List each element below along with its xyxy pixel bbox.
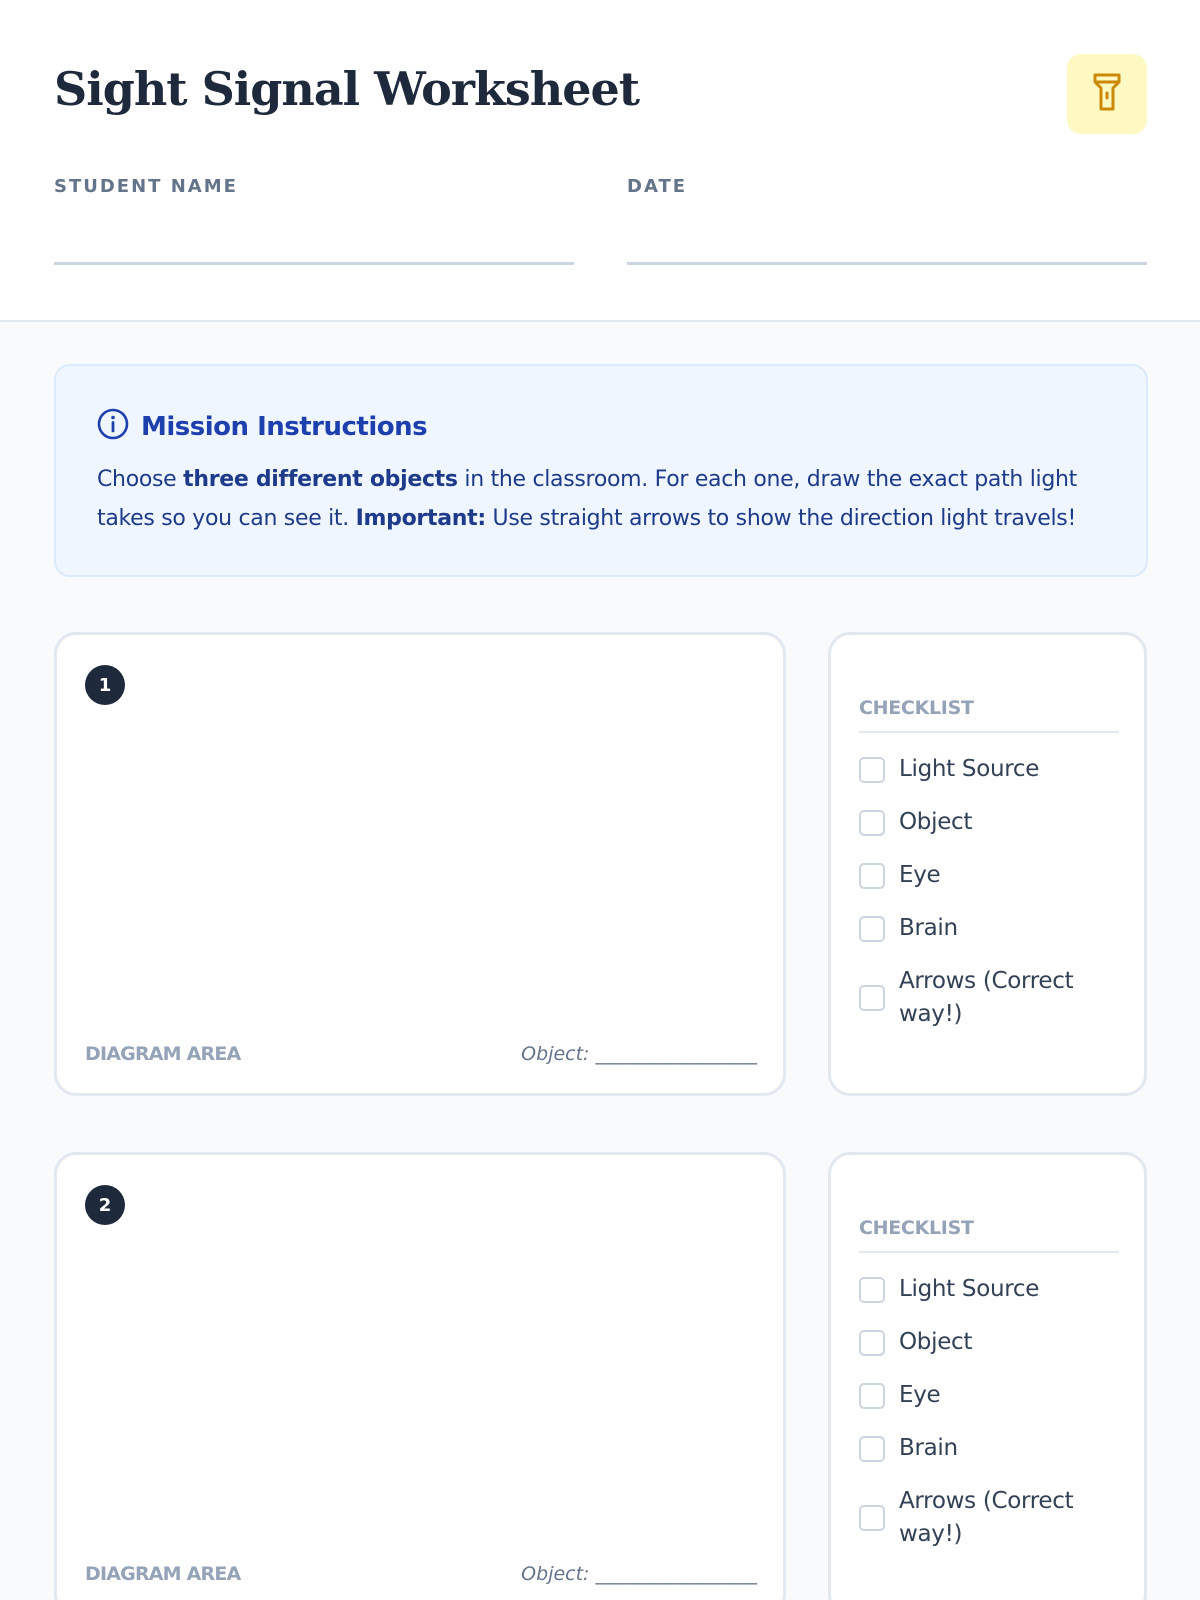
page-title: Sight Signal Worksheet <box>54 62 639 116</box>
checkbox[interactable] <box>859 757 885 783</box>
checkbox[interactable] <box>859 1505 885 1531</box>
checkbox[interactable] <box>859 1330 885 1356</box>
instructions-text: Choose three different objects in the classroom. For each one, draw the exact path light takes so you can see it. Important: Use straight arrows to show the direction light travels! <box>97 467 1078 531</box>
checklist-item-label: Brain <box>899 915 958 941</box>
student-name-field[interactable] <box>54 262 574 265</box>
checklist-item[interactable] <box>859 753 1119 786</box>
checklist-item-label: Light Source <box>899 1276 1040 1302</box>
worksheet-header <box>0 0 1200 322</box>
section-number-badge: 1 <box>85 665 125 705</box>
checklist-title: CHECKLIST <box>859 1217 974 1239</box>
checklist-item[interactable] <box>859 859 1119 892</box>
instructions-title: Mission Instructions <box>141 411 428 442</box>
checklist <box>859 1273 1119 1571</box>
checklist-item-label: Eye <box>899 862 941 888</box>
checklist-divider <box>859 731 1119 733</box>
checklist-item[interactable] <box>859 1379 1119 1412</box>
checklist-title: CHECKLIST <box>859 697 974 719</box>
checklist-divider <box>859 1251 1119 1253</box>
checklist-item[interactable] <box>859 1485 1119 1551</box>
checklist-item-label: Light Source <box>899 756 1040 782</box>
checklist-item-label: Object <box>899 1329 973 1355</box>
student-name-label: STUDENT NAME <box>54 176 238 197</box>
checklist-item-label: Brain <box>899 1435 958 1461</box>
checkbox[interactable] <box>859 1436 885 1462</box>
checklist-item-label: Arrows (Correct way!) <box>899 1488 1074 1547</box>
checkbox[interactable] <box>859 810 885 836</box>
flashlight-icon <box>1092 73 1122 116</box>
checklist <box>859 753 1119 1051</box>
checkbox[interactable] <box>859 916 885 942</box>
checklist-item-label: Object <box>899 809 973 835</box>
date-label: DATE <box>627 176 688 197</box>
checklist-item-label: Eye <box>899 1382 941 1408</box>
date-field[interactable] <box>627 262 1147 265</box>
checklist-item[interactable] <box>859 1273 1119 1306</box>
checklist-item-label: Arrows (Correct way!) <box>899 968 1074 1027</box>
diagram-area-label: DIAGRAM AREA <box>85 1563 241 1585</box>
checkbox[interactable] <box>859 863 885 889</box>
checklist-item[interactable] <box>859 965 1119 1031</box>
checklist-item[interactable] <box>859 1432 1119 1465</box>
diagram-area-1[interactable] <box>54 632 786 1096</box>
checkbox[interactable] <box>859 1277 885 1303</box>
section-number-badge: 2 <box>85 1185 125 1225</box>
object-name-field[interactable]: Object: _________________ <box>521 1043 757 1065</box>
checklist-item[interactable] <box>859 912 1119 945</box>
checklist-card-2 <box>828 1152 1147 1600</box>
info-icon <box>97 408 129 445</box>
flashlight-badge <box>1067 54 1147 134</box>
object-name-field[interactable]: Object: _________________ <box>521 1563 757 1585</box>
checklist-card-1 <box>828 632 1147 1096</box>
diagram-area-2[interactable] <box>54 1152 786 1600</box>
instructions-heading <box>97 408 427 445</box>
checklist-item[interactable] <box>859 1326 1119 1359</box>
checklist-item[interactable] <box>859 806 1119 839</box>
checkbox[interactable] <box>859 985 885 1011</box>
diagram-area-label: DIAGRAM AREA <box>85 1043 241 1065</box>
instructions-panel <box>54 364 1148 577</box>
checkbox[interactable] <box>859 1383 885 1409</box>
